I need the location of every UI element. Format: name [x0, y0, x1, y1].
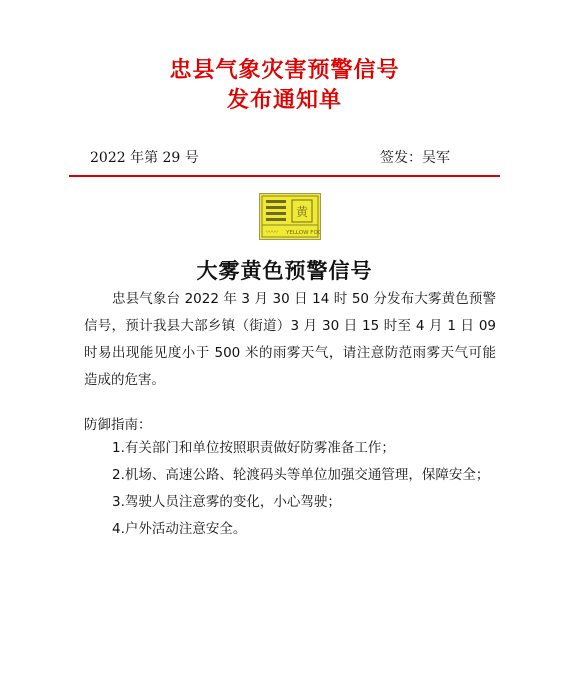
signer: 签发：吴军 — [380, 150, 450, 166]
guide-item: 1.有关部门和单位按照职责做好防雾准备工作； — [112, 440, 395, 456]
signal-icon-badge: 黄 — [295, 205, 309, 219]
red-divider — [69, 175, 500, 177]
notice-title-line2: 发布通知单 — [226, 87, 342, 113]
notice-title-line1: 忠县气象灾害预警信号 — [169, 57, 400, 83]
guide-title: 防御指南： — [84, 417, 152, 433]
notice-paragraph: 忠县气象台 2022 年 3 月 30 日 14 时 50 分发布大雾黄色预警信号，预计我县大部乡镇（街道）3 月 30 日 15 时至 4 月 1 日 09 时易出现能见度小于 500 米的雨雾天气，请注意防范雨雾天气可能造成的危害。 — [84, 291, 496, 388]
guide-item: 2.机场、高速公路、轮渡码头等单位加强交通管理，保障安全； — [112, 467, 490, 483]
guide-list — [84, 435, 496, 543]
signal-icon-caption: YELLOW FOG — [286, 230, 320, 236]
guide-item: 3.驾驶人员注意雾的变化，小心驾驶； — [112, 494, 341, 510]
document-number: 2022 年第 29 号 — [90, 150, 199, 166]
guide-item: 4.户外活动注意安全。 — [112, 521, 247, 537]
signal-heading: 大雾黄色预警信号 — [196, 258, 373, 283]
svg-text:〰〰: 〰〰 — [266, 229, 279, 236]
fog-yellow-warning-icon — [259, 193, 321, 240]
